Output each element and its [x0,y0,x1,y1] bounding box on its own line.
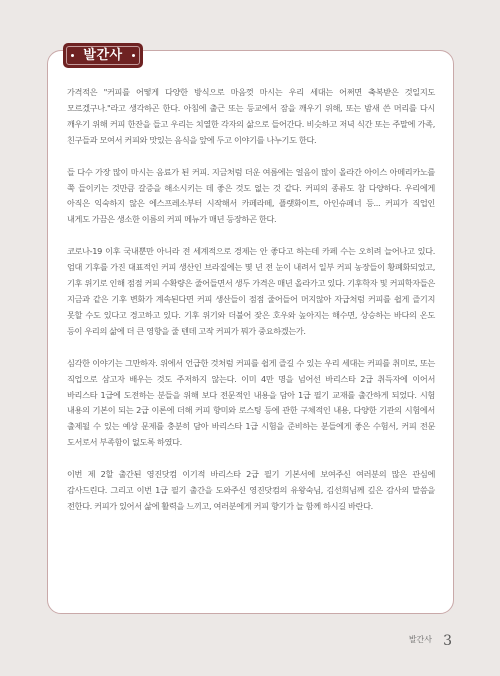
page-number: 3 [443,633,452,649]
paragraph: 코로나-19 이후 국내뿐만 아니라 전 세계적으로 경제는 안 좋다고 하는데 카페 수는 오히려 늘어나고 있다. 엄대 기후를 가진 대표적인 커피 생산인 브라질에는 몇 년 전 눈이 내려서 일부 커피 농장들이 황폐화되었고, 기후 위기로 인해 점점 커피 수확량은 줄어들면서 생두 가격은 매년 올라가고 있다. 기후학자 및 커피학자들은 지금과 같은 기후 변화가 계속된다면 커피 생산들이 점점 줄어들어 머지않아 자급처럼 커피를 쉽게 즐기지 못할 수도 있다고 경고하고 있다. 기후 위기와 더불어 잦은 호우와 높아지는 해수면, 상승하는 바다의 온도 등이 우리의 삶에 더 큰 영향을 줄 텐데 고작 커피가 뭐가 중요하겠는가. [67,246,435,336]
paragraph: 심각한 이야기는 그만하자. 위에서 언급한 것처럼 커피를 쉽게 즐길 수 있는 우리 세대는 커피를 취미로, 또는 직업으로 삼고자 배우는 것도 주저하지 않는다. 이미 4만 명을 넘어선 바리스타 2급 취득자에 이어서 바리스타 1급에 도전하는 분들을 위해 보다 전문적인 내용을 담아 1급 필기 교재를 출간하게 되었다. 시험 내용의 기본이 되는 2급 이론에 더해 커피 향미와 로스팅 등에 관한 구체적인 내용, 다양한 기관의 시험에서 출제될 수 있는 예상 문제를 충분히 담아 바리스타 1급 시험을 준비하는 분들에게 좋은 수험서, 커피 전문 도서로서 부족함이 없도록 하였다. [67,357,435,448]
body-text [67,85,435,531]
section-title-tag [63,43,143,68]
paragraph: 가격적은 "커피를 어떻게 다양한 방식으로 마음껏 마시는 우리 세대는 어쩌면 축복받은 것일지도 모르겠구나."라고 생각하곤 한다. 아침에 출근 또는 등교에서 잠을 깨우기 위해, 또는 밤새 쓴 머리를 다시 깨우기 위해 커피 한잔을 들고 우리는 치열한 각자의 삶으로 들어간다. 비슷하고 저녁 식간 또는 주말에 가족, 친구들과 모여서 커피와 맛있는 음식을 앞에 두고 이야기를 나누기도 한다. [67,87,435,145]
footer-section-label: 발간사 [408,635,432,644]
paragraph: 들 다수 가장 많이 마시는 음료가 된 커피. 지금처럼 더운 여름에는 얼음이 많이 올라간 아이스 아메리카노를 쭉 들이키는 것만큼 갈증을 해소시키는 데 좋은 것도 없는 것 같다. 커피의 종류도 참 다양하다. 우리에게 아직은 익숙하지 않은 에스프레소부터 시작해서 카페라떼, 플랫화이트, 아인슈페너 등... 커피가 직업인 내게도 가끔은 생소한 이름의 커피 메뉴가 매년 등장하곤 한다. [67,166,435,225]
section-title: 발간사 [83,48,123,63]
paragraph: 이번 제 2할 출간된 영진닷컴 이기적 바리스타 2급 필기 기본서에 보여주신 여러분의 많은 관심에 감사드린다. 그리고 이번 1급 필기 출간을 도와주신 영진닷컴의 유왕숙님, 김선희님께 깊은 감사의 말씀을 전한다. 커피가 있어서 삶에 활력을 느끼고, 여러분에게 커피 향기가 늘 함께 하시길 바란다. [67,469,435,511]
